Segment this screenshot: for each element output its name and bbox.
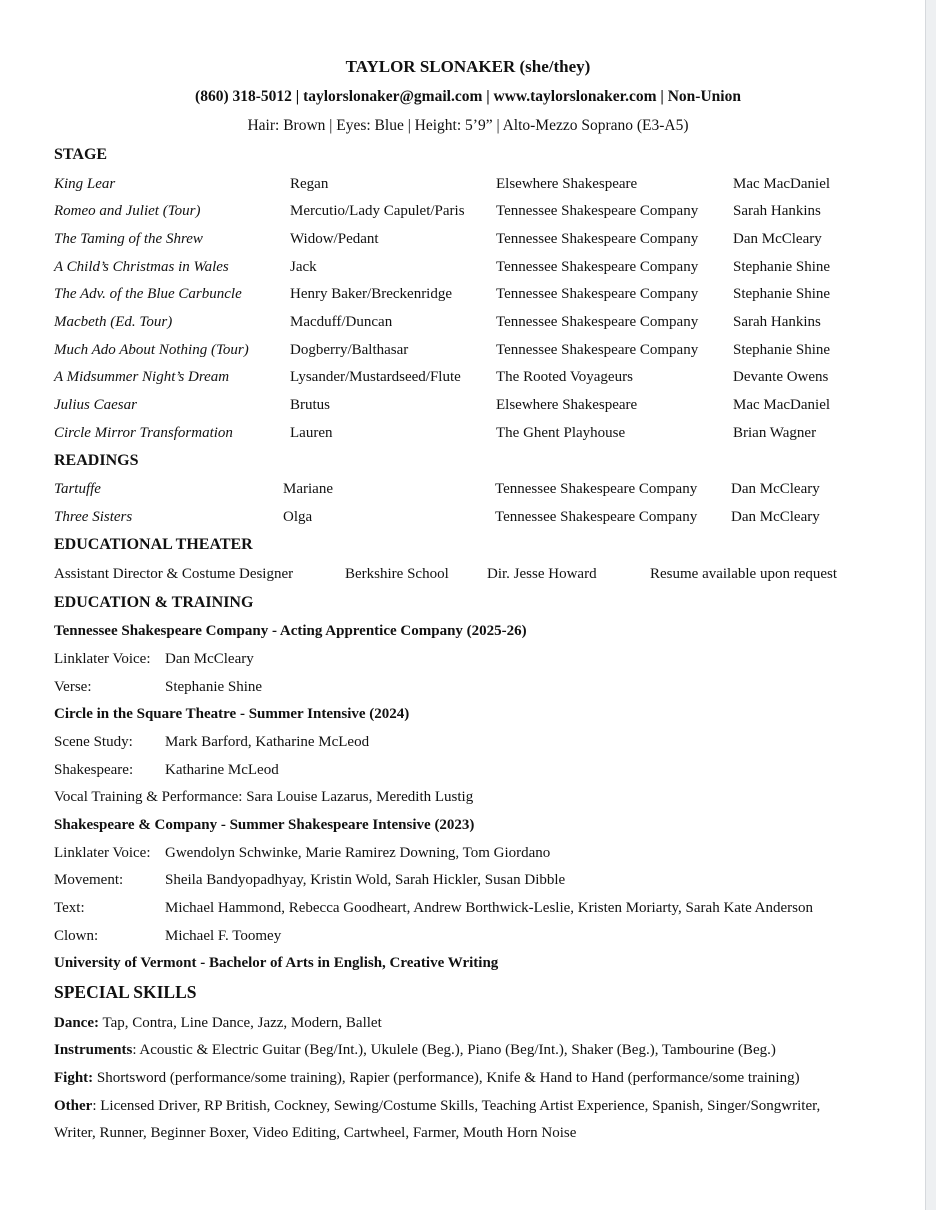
- educational-theater-heading: EDUCATIONAL THEATER: [54, 536, 253, 553]
- credit-company: Tennessee Shakespeare Company: [496, 342, 699, 358]
- training-label: Text:: [54, 900, 85, 916]
- credit-role: Olga: [283, 509, 313, 525]
- training-teachers: Michael Hammond, Rebecca Goodheart, Andrew Borthwick-Leslie, Kristen Moriarty, Sarah Kate Anderson: [165, 900, 814, 916]
- training-teachers: Gwendolyn Schwinke, Marie Ramirez Downing, Tom Giordano: [165, 845, 551, 861]
- training-label: Scene Study:: [54, 734, 133, 750]
- skills-heading: SPECIAL SKILLS: [54, 982, 197, 1002]
- credit-director: Stephanie Shine: [733, 259, 831, 275]
- credit-title: Circle Mirror Transformation: [54, 425, 233, 441]
- training-program-title: Circle in the Square Theatre - Summer Intensive (2024): [54, 706, 410, 722]
- skill-text: Shortsword (performance/some training), Rapier (performance), Knife & Hand to Hand (performance/some training): [93, 1070, 800, 1086]
- credit-company: The Rooted Voyageurs: [496, 369, 633, 385]
- skill-other-continued: Writer, Runner, Beginner Boxer, Video Editing, Cartwheel, Farmer, Mouth Horn Noise: [54, 1125, 577, 1141]
- degree-line: University of Vermont - Bachelor of Arts in English, Creative Writing: [54, 955, 499, 971]
- credit-company: Tennessee Shakespeare Company: [496, 286, 699, 302]
- credit-role: Mariane: [283, 481, 333, 497]
- credit-director: Dan McCleary: [731, 481, 820, 497]
- training-teachers: Katharine McLeod: [165, 762, 279, 778]
- training-program-title: Shakespeare & Company - Summer Shakespeare Intensive (2023): [54, 817, 475, 833]
- readings-heading: READINGS: [54, 452, 139, 469]
- credit-title: Julius Caesar: [54, 397, 137, 413]
- credit-director: Sarah Hankins: [733, 203, 821, 219]
- stats-line: Hair: Brown | Eyes: Blue | Height: 5’9” | Alto-Mezzo Soprano (E3-A5): [247, 117, 689, 134]
- credit-title: The Taming of the Shrew: [54, 231, 203, 247]
- credit-director: Dan McCleary: [731, 509, 820, 525]
- edu-theater-note: Resume available upon request: [650, 566, 838, 582]
- skill-label: Other: [54, 1098, 93, 1114]
- training-teachers: Sheila Bandyopadhyay, Kristin Wold, Sarah Hickler, Susan Dibble: [165, 872, 566, 888]
- credit-title: A Child’s Christmas in Wales: [54, 259, 229, 275]
- credit-role: Jack: [290, 259, 317, 275]
- credit-director: Stephanie Shine: [733, 342, 831, 358]
- credit-role: Brutus: [290, 397, 331, 413]
- credit-title: A Midsummer Night’s Dream: [54, 369, 230, 385]
- stage-heading: STAGE: [54, 146, 108, 163]
- training-label: Verse:: [54, 679, 92, 695]
- training-teachers: Stephanie Shine: [165, 679, 263, 695]
- credit-director: Mac MacDaniel: [733, 176, 831, 192]
- credit-director: Dan McCleary: [733, 231, 822, 247]
- credit-title: Tartuffe: [54, 481, 101, 497]
- edu-theater-role: Assistant Director & Costume Designer: [54, 566, 294, 582]
- credit-role: Lauren: [290, 425, 333, 441]
- edu-theater-director: Dir. Jesse Howard: [487, 566, 597, 582]
- credit-company: Tennessee Shakespeare Company: [495, 509, 698, 525]
- credit-role: Regan: [290, 176, 329, 192]
- credit-title: Romeo and Juliet (Tour): [54, 203, 201, 219]
- skill-text: Tap, Contra, Line Dance, Jazz, Modern, Ballet: [99, 1015, 382, 1031]
- credit-role: Macduff/Duncan: [290, 314, 393, 330]
- credit-title: Macbeth (Ed. Tour): [54, 314, 173, 330]
- credit-company: Tennessee Shakespeare Company: [496, 259, 699, 275]
- credit-company: Tennessee Shakespeare Company: [496, 314, 699, 330]
- training-label: Shakespeare:: [54, 762, 134, 778]
- training-teachers: Michael F. Toomey: [165, 928, 282, 944]
- training-label: Linklater Voice:: [54, 845, 151, 861]
- credit-company: Tennessee Shakespeare Company: [495, 481, 698, 497]
- credit-director: Brian Wagner: [733, 425, 817, 441]
- skill-label: Dance:: [54, 1015, 99, 1031]
- skill-label: Instruments: [54, 1042, 133, 1058]
- education-heading: EDUCATION & TRAINING: [54, 594, 254, 611]
- credit-role: Henry Baker/Breckenridge: [290, 286, 453, 302]
- credit-role: Dogberry/Balthasar: [290, 342, 409, 358]
- credit-company: Elsewhere Shakespeare: [496, 397, 638, 413]
- training-label: Clown:: [54, 928, 99, 944]
- credit-company: The Ghent Playhouse: [496, 425, 626, 441]
- edu-theater-school: Berkshire School: [345, 566, 449, 582]
- skill-text: : Acoustic & Electric Guitar (Beg/Int.), Ukulele (Beg.), Piano (Beg/Int.), Shaker (Beg.), Tambourine (Beg.): [132, 1042, 776, 1058]
- page-edge: [925, 0, 936, 1210]
- training-label: Movement:: [54, 872, 124, 888]
- resume-name: TAYLOR SLONAKER (she/they): [345, 57, 591, 76]
- credit-company: Tennessee Shakespeare Company: [496, 203, 699, 219]
- credit-title: Much Ado About Nothing (Tour): [54, 342, 249, 358]
- credit-title: Three Sisters: [54, 509, 133, 525]
- training-teachers: Dan McCleary: [165, 651, 254, 667]
- credit-director: Sarah Hankins: [733, 314, 821, 330]
- vocal-training-line: Vocal Training & Performance: Sara Louise Lazarus, Meredith Lustig: [54, 789, 474, 805]
- credit-director: Mac MacDaniel: [733, 397, 831, 413]
- skill-label: Fight:: [54, 1070, 94, 1086]
- contact-line: (860) 318-5012 | taylorslonaker@gmail.com | www.taylorslonaker.com | Non-Union: [195, 88, 741, 105]
- skill-text: : Licensed Driver, RP British, Cockney, Sewing/Costume Skills, Teaching Artist Experience, Spanish, Singer/Songwriter,: [92, 1098, 821, 1114]
- credit-role: Mercutio/Lady Capulet/Paris: [290, 203, 465, 219]
- training-program-title: Tennessee Shakespeare Company - Acting Apprentice Company (2025-26): [54, 623, 527, 639]
- credit-director: Stephanie Shine: [733, 286, 831, 302]
- credit-company: Tennessee Shakespeare Company: [496, 231, 699, 247]
- credit-role: Lysander/Mustardseed/Flute: [290, 369, 461, 385]
- credit-company: Elsewhere Shakespeare: [496, 176, 638, 192]
- skill-dance: [54, 1014, 382, 1032]
- skill-other: [54, 1097, 820, 1115]
- training-label: Linklater Voice:: [54, 651, 151, 667]
- skill-fight: [54, 1069, 800, 1087]
- credit-title: The Adv. of the Blue Carbuncle: [54, 286, 242, 302]
- training-teachers: Mark Barford, Katharine McLeod: [165, 734, 370, 750]
- skill-instruments: [54, 1041, 776, 1059]
- credit-title: King Lear: [54, 176, 116, 192]
- credit-director: Devante Owens: [733, 369, 829, 385]
- credit-role: Widow/Pedant: [290, 231, 379, 247]
